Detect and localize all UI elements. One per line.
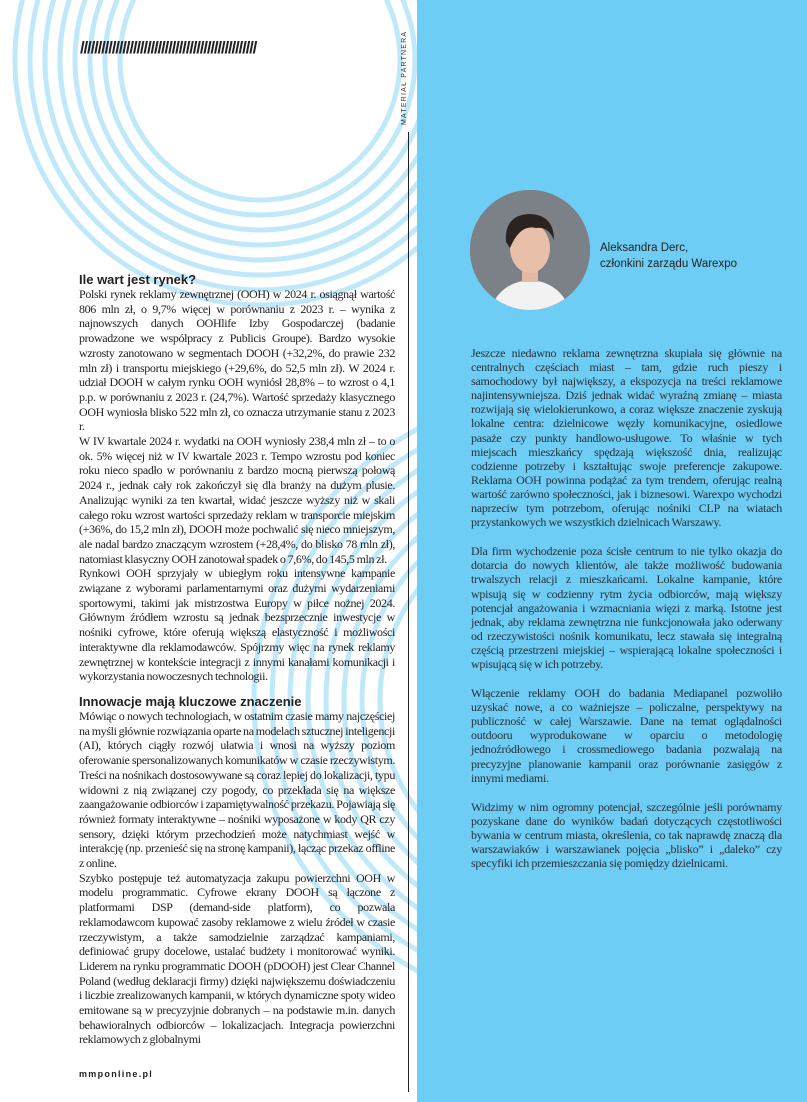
slash-strip: ////////////////////////////////////////////////// (80, 38, 257, 57)
person-role: członkini zarządu Warexpo (600, 258, 737, 270)
person-icon (470, 190, 590, 310)
vertical-divider (408, 132, 409, 1092)
paragraph: Polski rynek reklamy zewnętrznej (OOH) w 2024 r. osiągnął wartość 806 mln zł, o 9,7% więcej w porównaniu z 2023 r. – wynika z najnowszych danych OOHlife Izby Gospodarczej (badanie prowadzone we współpracy z Publicis Groupe). Bardzo wysokie wzrosty zanotowano w segmentach DOOH (+32,2%, do prawie 232 mln zł) i transportu miejskiego (+29,6%, do 52,5 mln zł). W 2024 r. udział DOOH w całym rynku OOH wyniósł 28,8% – to wzrost o 4,1 p.p. w porównaniu z 2023 r. (24,7%). Wartość sprzedaży klasycznego OOH wyniosła blisko 522 mln zł, co oznacza utrzymanie stanu z 2023 r. (79, 287, 395, 434)
footer-site: mmponline.pl (79, 1069, 154, 1080)
portrait-photo (470, 190, 590, 310)
partner-material-label: MATERIAŁ PARTNERA (401, 30, 408, 125)
paragraph: Włączenie reklamy OOH do badania Mediapanel pozwoliło uzyskać nowe, a co ważniejsze – policzalne, perspektywy na publiczność w całej Warszawie. Dane na temat oglądalności outdooru wyprodukowane w oparciu o metodologię jednoźródłowego i crossmediowego badania pozwalają na precyzyjne planowanie kampanii oraz porównanie zasięgów z innymi mediami. (471, 686, 782, 785)
person-caption (600, 240, 737, 272)
interview-text (471, 346, 782, 885)
paragraph: Dla firm wychodzenie poza ścisłe centrum to nie tylko okazja do dotarcia do nowych klientów, ale także możliwość budowania trwalszych relacji z mieszkańcami. Lokalne kampanie, które wpisują się w codzienny rytm życia odbiorców, mają większy potencjał angażowania i wzmacniania więzi z marką. Istotne jest jednak, aby reklama zewnętrzna nie funkcjonowała jako oderwany od rzeczywistości nośnik komunikatu, lecz stawała się integralną częścią przestrzeni miejskiej – wspierającą lokalne społeczności i wpisującą się w ich potrzeby. (471, 544, 782, 671)
paragraph: Widzimy w nim ogromny potencjał, szczególnie jeśli porównamy pozyskane dane do wyników badań dotyczących częstotliwości bywania w centrum miasta, określenia, co tak naprawdę znaczą dla warszawiaków i warszawianek pojęcia „blisko” i „daleko” czy specyfiki ich przemieszczania się pomiędzy dzielnicami. (471, 799, 782, 871)
person-name: Aleksandra Derc, (600, 242, 689, 254)
section-heading: Ile wart jest rynek? (79, 272, 197, 287)
paragraph: W IV kwartale 2024 r. wydatki na OOH wyniosły 238,4 mln zł – to o ok. 5% więcej niż w IV kwartale 2023 r. Tempo wzrostu pod koniec roku nieco spadło w porównaniu z bardzo mocną pierwszą połową 2024 r., jednak cały rok zakończył się dla branży na dużym plusie. Analizując wyniki za ten kwartał, widać jeszcze wyższy niż w skali całego roku wzrost wartości sprzedaży reklam w transporcie miejskim (+36%, do 15,2 mln zł), DOOH może pochwalić się nieco mniejszym, ale nadal bardzo znaczącym wzrostem (+28,4%, do blisko 78 mln zł), natomiast klasyczny OOH zanotował spadek o 7,6%, do 145,5 mln zł. (79, 434, 395, 566)
paragraph: Szybko postępuje też automatyzacja zakupu powierzchni OOH w modelu programmatic. Cyfrowe ekrany DOOH są łączone z platformami DSP (demand-side platform), co pozwala reklamodawcom kupować zasoby reklamowe z wielu źródeł w czasie rzeczywistym, a także samodzielnie zarządzać kampaniami, definiować grupy docelowe, ustalać budżety i monitorować wyniki. Liderem na rynku programmatic DOOH (pDOOH) jest Clear Channel Poland (według deklaracji firmy) dzięki największemu doświadczeniu i liczbie zrealizowanych kampanii, w których dynamiczne spoty wideo emitowane są w precyzyjnie dobranych – na podstawie m.in. danych behawioralnych odbiorców – lokalizacjach. Integracja powierzchni reklamowych z globalnymi (79, 870, 395, 1047)
paragraph: Mówiąc o nowych technologiach, w ostatnim czasie mamy najczęściej na myśli głównie rozwiązania oparte na modelach sztucznej inteligencji (AI), których ciągły rozwój ułatwia i wnosi na wyższy poziom oferowanie spersonalizowanych komunikatów w czasie rzeczywistym. Treści na nośnikach dostosowywane są coraz lepiej do lokalizacji, typu widowni z nią związanej czy pogody, co przekłada się na większe zaangażowanie odbiorców i zapamiętywalność przekazu. Pojawiają się również formaty interaktywne – nośniki wyposażone w kody QR czy sensory, dzięki którym przechodzień może natychmiast wejść w interakcję (np. przenieść się na stronę kampanii), łącząc przekaz offline z online. (79, 708, 395, 871)
section-heading: Innowacje mają kluczowe znaczenie (79, 693, 302, 709)
paragraph: Rynkowi OOH sprzyjały w ubiegłym roku intensywne kampanie związane z wyborami parlamentarnymi oraz dużymi wydarzeniami sportowymi, takimi jak mistrzostwa Europy w piłce nożnej 2024. Głównym źródłem wzrostu są jednak bezsprzecznie inwestycje w nośniki cyfrowe, które oferują większą elastyczność i możliwości interaktywne dla reklamodawców. Spójrzmy więc na rynek reklamy zewnętrznej w kontekście integracji z innymi kanałami komunikacji i wykorzystania nowoczesnych technologii. (79, 566, 395, 684)
paragraph: Jeszcze niedawno reklama zewnętrzna skupiała się głównie na centralnych częściach miast – tam, gdzie ruch pieszy i samochodowy był największy, a ekspozycja na treści reklamowe najintensywniejsza. Dziś jednak widać wyraźną zmianę – miasta rozwijają się wielokierunkowo, a coraz większe znaczenie zyskują lokalne centra: dzielnicowe węzły komunikacyjne, osiedlowe pasaże czy punkty handlowo-usługowe. To właśnie w tych miejscach mieszkańcy spędzają większość dnia, realizując codzienne potrzeby i kształtując swoje preferencje zakupowe. Reklama OOH powinna podążać za tym trendem, oferując realną wartość zarówno społeczności, jak i biznesowi. Warexpo wychodzi naprzeciw tym potrzebom, oferując nośniki CLP na wiatach przystankowych we wszystkich dzielnicach Warszawy. (471, 346, 782, 530)
article-body (79, 272, 395, 1079)
